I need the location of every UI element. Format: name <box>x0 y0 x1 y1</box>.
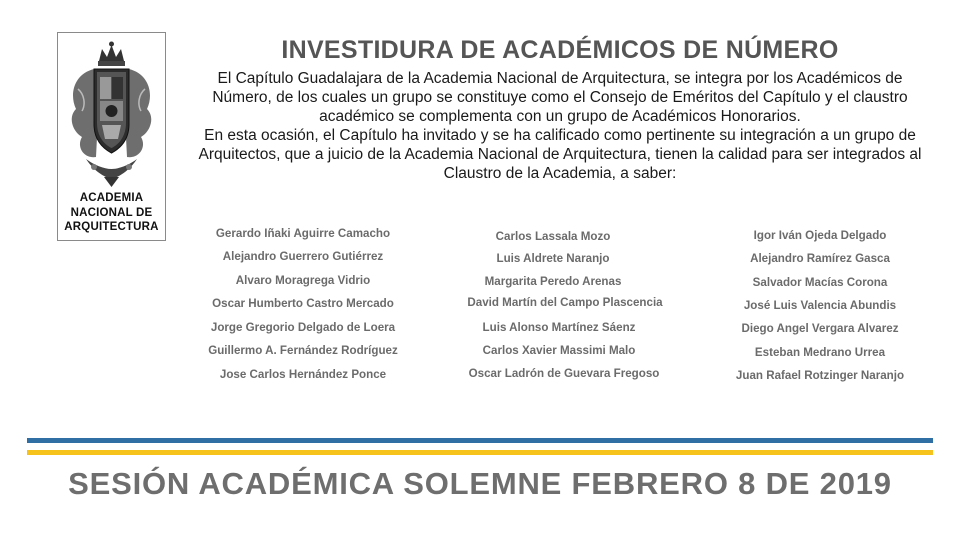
academician-name: Alvaro Moragrega Vidrio <box>235 274 371 287</box>
academician-name: Gerardo Iñaki Aguirre Camacho <box>215 227 391 240</box>
page-title: INVESTIDURA DE ACADÉMICOS DE NÚMERO <box>281 36 839 64</box>
academician-name: Alejandro Ramírez Gasca <box>750 252 890 265</box>
academician-name: Jorge Gregorio Delgado de Loera <box>210 321 396 334</box>
session-footer: SESIÓN ACADÉMICA SOLEMNE FEBRERO 8 DE 2019 <box>68 466 892 501</box>
blue-stripe <box>27 438 933 443</box>
intro-text <box>186 69 934 183</box>
academician-name: Salvador Macías Corona <box>752 276 888 289</box>
academician-name: Margarita Peredo Arenas <box>484 275 622 288</box>
academician-name: Carlos Lassala Mozo <box>495 230 611 243</box>
academician-name: Oscar Humberto Castro Mercado <box>212 297 394 310</box>
yellow-stripe <box>27 450 933 455</box>
academician-name: José Luis Valencia Abundis <box>743 299 897 312</box>
academician-name: Esteban Medrano Urrea <box>754 346 886 359</box>
academician-name: Igor Iván Ojeda Delgado <box>753 229 887 242</box>
academy-logo <box>57 32 166 241</box>
intro-paragraph: En esta ocasión, el Capítulo ha invitado y se ha calificado como pertinente su integración a un grupo de Arquitectos, que a juicio de la Academia Nacional de Arquitectura, tienen la calidad para ser integrados al Claustro de la Academia, a saber: <box>198 127 922 182</box>
academician-name: Carlos Xavier Massimi Malo <box>482 344 636 357</box>
academician-name: Juan Rafael Rotzinger Naranjo <box>735 369 905 382</box>
academician-name: Luis Aldrete Naranjo <box>496 252 610 265</box>
logo-line: ARQUITECTURA <box>64 221 159 233</box>
academician-name: Diego Angel Vergara Alvarez <box>741 322 899 335</box>
logo-line: NACIONAL DE <box>70 206 153 219</box>
intro-paragraph: El Capítulo Guadalajara de la Academia Nacional de Arquitectura, se integra por los Académicos de Número, de los cuales un grupo se constituye como el Consejo de Eméritos del Capítulo y el claustro académico se complementa con un grupo de Académicos Honorarios. <box>212 70 908 125</box>
academician-name: Guillermo A. Fernández Rodríguez <box>208 344 398 357</box>
academician-name: David Martín del Campo Plascencia <box>467 296 663 309</box>
coat-of-arms-icon <box>64 39 159 189</box>
logo-line: ACADEMIA <box>79 192 144 204</box>
academician-name: Luis Alonso Martínez Sáenz <box>482 321 636 334</box>
academician-name: Jose Carlos Hernández Ponce <box>219 368 387 381</box>
academician-name: Alejandro Guerrero Gutiérrez <box>222 250 384 263</box>
logo-text <box>58 191 165 235</box>
academician-name: Oscar Ladrón de Guevara Fregoso <box>468 367 660 380</box>
